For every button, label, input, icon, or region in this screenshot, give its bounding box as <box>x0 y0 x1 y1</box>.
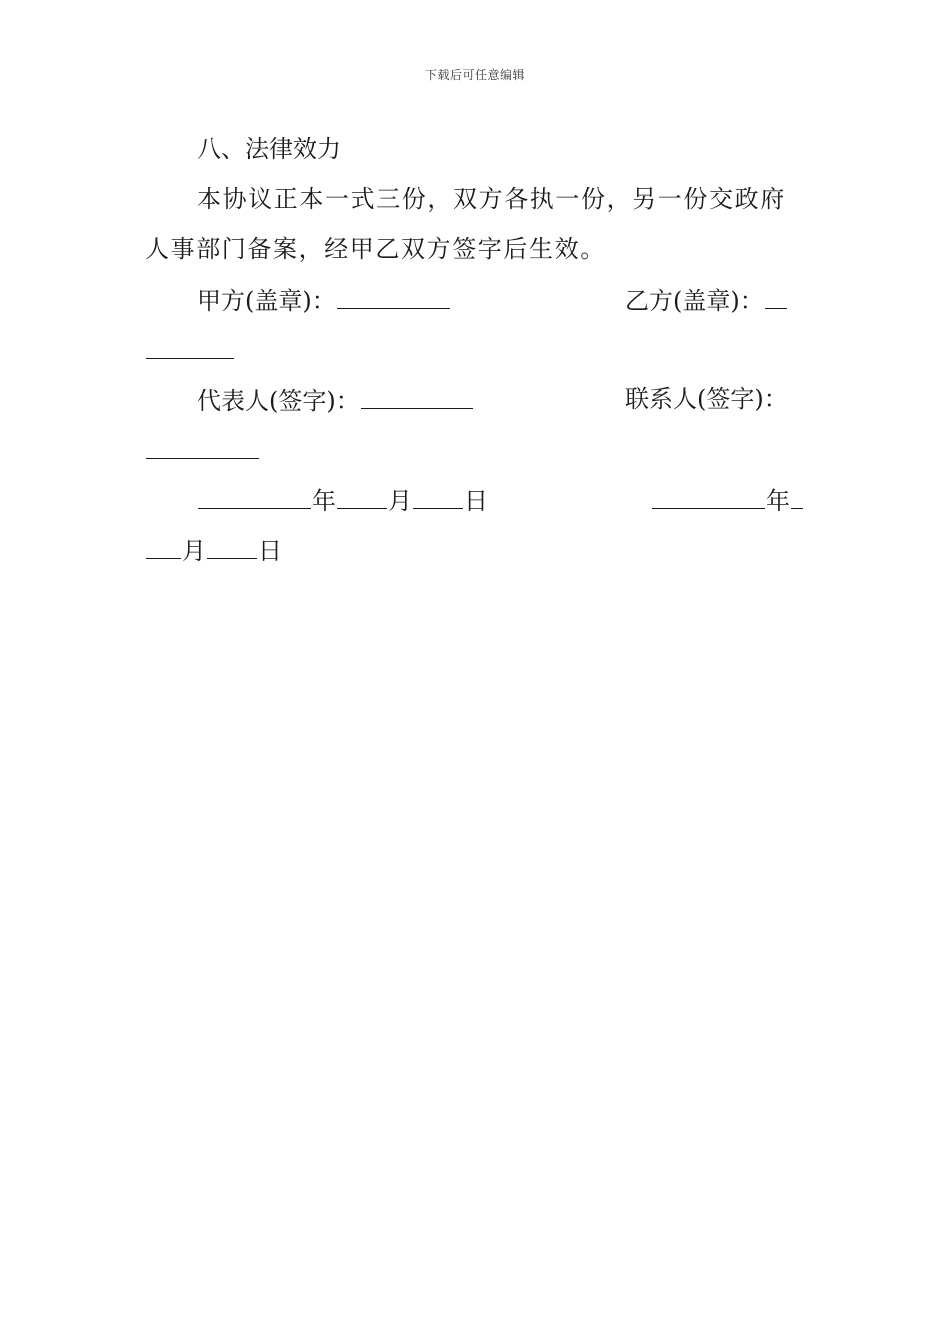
party-b-day-blank[interactable] <box>207 534 257 559</box>
party-b-month-label: 月 <box>182 537 206 565</box>
party-b-month-blank-start[interactable] <box>791 484 803 509</box>
party-a-day-label: 日 <box>464 487 488 515</box>
representative-label: 代表人(签字)： <box>197 387 360 415</box>
party-b-date-line <box>651 484 804 516</box>
contact-label: 联系人(签字)： <box>625 385 788 413</box>
party-b-label: 乙方(盖章)： <box>625 287 764 315</box>
contact-blank-continuation <box>145 434 260 466</box>
party-b-year-label: 年 <box>766 487 790 515</box>
party-b-blank-continuation <box>145 334 235 366</box>
representative-blank[interactable] <box>361 384 473 409</box>
party-b-blank-end[interactable] <box>146 334 234 359</box>
party-a-month-blank[interactable] <box>337 484 387 509</box>
section-heading: 八、法律效力 <box>197 135 341 163</box>
party-a-blank[interactable] <box>337 284 450 309</box>
party-a-year-label: 年 <box>312 487 336 515</box>
representative-signature-line <box>197 384 474 416</box>
contact-blank[interactable] <box>146 434 259 459</box>
party-b-signature-line <box>625 284 788 316</box>
party-a-date-line <box>197 484 488 516</box>
party-a-year-blank[interactable] <box>198 484 311 509</box>
paragraph-line-1: 本协议正本一式三份，双方各执一份，另一份交政府 <box>197 185 786 213</box>
party-b-month-blank-end[interactable] <box>146 534 181 559</box>
page-header: 下载后可任意编辑 <box>424 68 525 82</box>
party-b-year-blank[interactable] <box>652 484 765 509</box>
party-b-date-continuation <box>145 534 282 566</box>
party-b-blank-start[interactable] <box>765 284 787 309</box>
party-a-month-label: 月 <box>388 487 412 515</box>
party-a-signature-line <box>197 284 451 316</box>
contact-signature-line <box>625 384 788 414</box>
party-a-day-blank[interactable] <box>413 484 463 509</box>
party-b-day-label: 日 <box>258 537 282 565</box>
paragraph-line-2: 人事部门备案，经甲乙双方签字后生效。 <box>145 235 606 263</box>
party-a-label: 甲方(盖章)： <box>197 287 336 315</box>
